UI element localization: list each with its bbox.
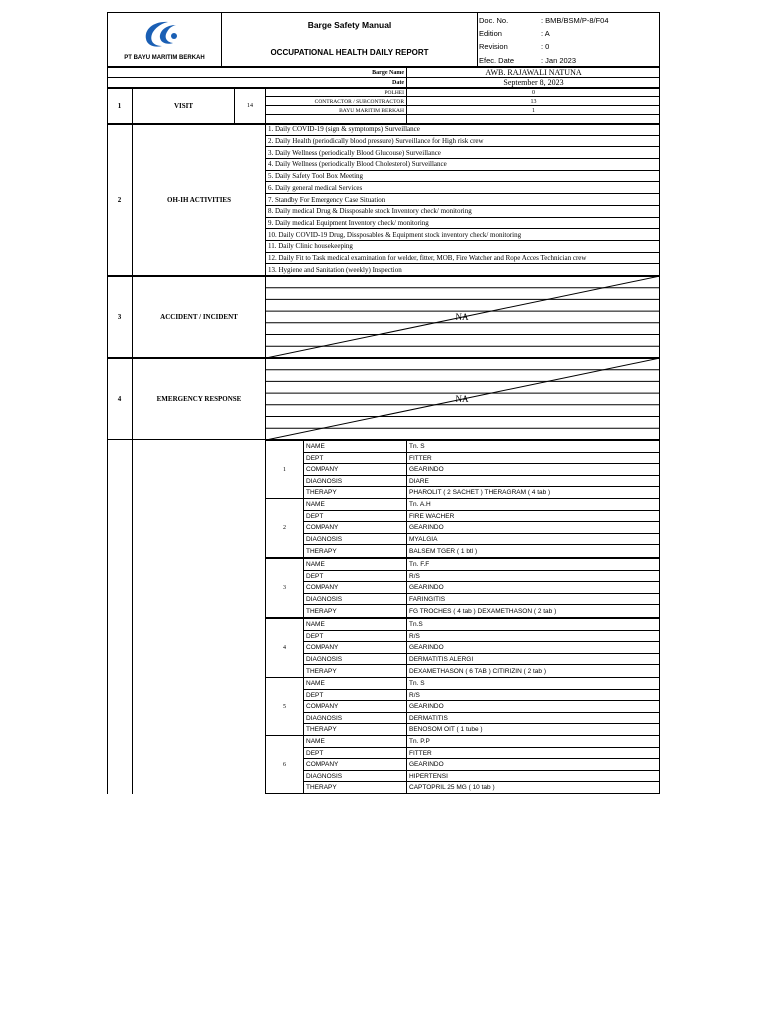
- activity-item: 9. Daily medical Equipment Inventory check/ monitoring: [266, 218, 660, 230]
- efec-date-value: : Jan 2023: [541, 56, 577, 65]
- patient-field-label: NAME: [304, 499, 407, 511]
- patient-field-row: [304, 724, 659, 735]
- visit-total: 14: [247, 103, 253, 109]
- company-name: PT BAYU MARITIM BERKAH: [124, 55, 205, 61]
- patient-field-label: DIAGNOSIS: [304, 594, 407, 606]
- patient-field-row: [304, 559, 659, 571]
- patient-field-row: [304, 499, 659, 511]
- patient-field-value: FITTER: [409, 749, 432, 757]
- patient-field-label: COMPANY: [304, 522, 407, 534]
- patient-field-value: DERMATITIS ALERGI: [409, 656, 474, 664]
- visit-no: 1: [117, 102, 122, 110]
- patient-field-label: NAME: [304, 441, 407, 453]
- revision-label: Revision: [479, 42, 508, 51]
- emergency-value: NA: [455, 394, 469, 404]
- visit-row-label: BAYU MARITIM BERKAH: [339, 107, 404, 114]
- patients-table: [265, 440, 660, 794]
- visit-row-label: CONTRACTOR / SUBCONTRACTOR: [314, 98, 404, 105]
- activity-item: 12. Daily Fit to Task medical examination for welder, fitter, MOB, Fire Watcher and Rope Acces Technician crew: [266, 253, 660, 265]
- patient-field-value: R/S: [409, 572, 420, 580]
- patient-field-label: NAME: [304, 559, 407, 571]
- activity-item: 3. Daily Wellness (periodically Blood Glucouse) Surveillance: [266, 147, 660, 159]
- patient-field-label: NAME: [304, 678, 407, 690]
- patient-field-value: GEARINDO: [409, 703, 444, 711]
- patient-field-label: DIAGNOSIS: [304, 654, 407, 666]
- patient-field-value: Tn.S: [409, 621, 423, 629]
- patient-field-label: THERAPY: [304, 487, 407, 498]
- patient-field-row: [304, 476, 659, 488]
- visit-row-value: 1: [532, 107, 535, 114]
- patient-field-value: GEARINDO: [409, 761, 444, 769]
- patient-field-row: [304, 759, 659, 771]
- activity-item: 13. Hygiene and Sanitation (weekly) Inspection: [268, 266, 402, 275]
- patient-no: 1: [266, 441, 304, 498]
- header-divider-2: [477, 12, 478, 67]
- activity-item: 10. Daily COVID-19 Drug, Dissposables & Equipment stock inventory check/ monitoring: [266, 229, 660, 241]
- patient-no: 2: [266, 499, 304, 557]
- patient-field-value: BALSEM TGER ( 1 btl ): [409, 547, 478, 555]
- patient-field-label: COMPANY: [304, 701, 407, 713]
- patient-field-value: DERMATITIS: [409, 715, 448, 723]
- efec-date-label: Efec. Date: [479, 56, 515, 65]
- patient-field-label: THERAPY: [304, 545, 407, 557]
- patient-field-label: DEPT: [304, 690, 407, 702]
- patient-field-value: HIPERTENSI: [409, 773, 448, 781]
- patient-fields: [304, 559, 659, 617]
- patient-field-row: [304, 534, 659, 546]
- patient-field-row: [304, 464, 659, 476]
- activities-title: OH-IH ACTIVITIES: [167, 196, 231, 204]
- activity-item: 8. Daily medical Drug & Dissposable stock Inventory check/ monitoring: [266, 206, 660, 218]
- edition-value: : A: [541, 29, 550, 38]
- patient-block: [265, 618, 660, 678]
- emergency-title: EMERGENCY RESPONSE: [156, 395, 242, 403]
- patient-field-label: THERAPY: [304, 782, 407, 793]
- patient-field-row: [304, 582, 659, 594]
- patient-field-row: [304, 594, 659, 606]
- patient-field-value: Tn. P.P: [409, 738, 430, 746]
- patient-field-row: [304, 453, 659, 465]
- activities-list: [266, 124, 660, 276]
- manual-title: Barge Safety Manual: [307, 20, 392, 30]
- patient-field-value: DEXAMETHASON ( 6 TAB ) CITIRIZIN ( 2 tab ): [409, 667, 547, 675]
- patient-field-row: [304, 441, 659, 453]
- patient-field-value: BENOSOM OIT ( 1 tube ): [409, 726, 483, 734]
- patient-field-row: [304, 545, 659, 557]
- patient-field-value: R/S: [409, 691, 420, 699]
- accident-value: NA: [455, 312, 469, 322]
- patient-field-value: CAPTOPRIL 25 MG ( 10 tab ): [409, 784, 495, 792]
- patient-field-value: GEARINDO: [409, 584, 444, 592]
- patient-field-row: [304, 736, 659, 748]
- activity-item: 2. Daily Health (periodically blood pressure) Surveillance for High risk crew: [266, 136, 660, 148]
- patient-field-value: R/S: [409, 632, 420, 640]
- patient-field-value: GEARINDO: [409, 524, 444, 532]
- patient-fields: [304, 499, 659, 557]
- patient-field-value: DIARE: [409, 478, 429, 486]
- patient-field-row: [304, 782, 659, 793]
- patient-field-row: [304, 654, 659, 666]
- patient-fields: [304, 619, 659, 677]
- visit-row: [266, 97, 660, 106]
- activity-item: 6. Daily general medical Services: [266, 183, 660, 195]
- patient-no: 5: [266, 678, 304, 735]
- patient-field-label: THERAPY: [304, 605, 407, 617]
- patient-field-label: COMPANY: [304, 464, 407, 476]
- patient-field-label: THERAPY: [304, 665, 407, 677]
- activity-item: 11. Daily Clinic housekeeping: [266, 241, 660, 253]
- patient-field-label: DEPT: [304, 511, 407, 523]
- activity-item: 1. Daily COVID-19 (sign & symptomps) Surveillance: [266, 124, 660, 136]
- patient-block: [265, 440, 660, 499]
- patient-field-row: [304, 522, 659, 534]
- visit-row: [266, 106, 660, 115]
- patient-field-row: [304, 665, 659, 677]
- patient-field-row: [304, 701, 659, 713]
- patient-field-label: COMPANY: [304, 582, 407, 594]
- visit-title: VISIT: [173, 102, 194, 110]
- patient-field-label: DEPT: [304, 631, 407, 643]
- patient-field-label: DIAGNOSIS: [304, 476, 407, 488]
- patient-field-label: COMPANY: [304, 642, 407, 654]
- visit-row-value: 0: [532, 89, 535, 96]
- patient-field-value: Tn. A.H: [409, 501, 431, 509]
- patient-field-value: FG TROCHES ( 4 tab ) DEXAMETHASON ( 2 tab ): [409, 607, 557, 615]
- patient-field-value: MYALGIA: [409, 536, 438, 544]
- patient-field-row: [304, 713, 659, 725]
- patient-field-value: PHAROLIT ( 2 SACHET ) THERAGRAM ( 4 tab ): [409, 489, 551, 497]
- patient-field-value: FITTER: [409, 454, 432, 462]
- patient-field-value: Tn. S: [409, 680, 425, 688]
- emergency-no: 4: [117, 395, 122, 403]
- patient-fields: [304, 678, 659, 735]
- activity-item: 7. Standby For Emergency Case Situation: [266, 194, 660, 206]
- accident-no: 3: [117, 313, 122, 321]
- patient-field-row: [304, 487, 659, 498]
- patient-field-label: COMPANY: [304, 759, 407, 771]
- patient-field-label: DIAGNOSIS: [304, 713, 407, 725]
- patient-fields: [304, 736, 659, 793]
- patient-field-value: Tn. F.F: [409, 561, 430, 569]
- patient-field-row: [304, 771, 659, 783]
- doc-no-label: Doc. No.: [479, 16, 509, 25]
- patient-field-row: [304, 619, 659, 631]
- patient-field-row: [304, 748, 659, 760]
- visit-row-label: POLHEI: [384, 89, 404, 96]
- visit-rows: [266, 88, 660, 124]
- patient-field-label: DEPT: [304, 748, 407, 760]
- activity-item: 4. Daily Wellness (periodically Blood Cholesterol) Surveillance: [266, 159, 660, 171]
- patient-no: 4: [266, 619, 304, 677]
- patient-field-value: FIRE WACHER: [409, 512, 455, 520]
- patient-field-label: DEPT: [304, 453, 407, 465]
- patient-field-label: NAME: [304, 619, 407, 631]
- date-label: Date: [392, 79, 404, 86]
- patient-block: [265, 735, 660, 794]
- barge-name-value: AWB. RAJAWALI NATUNA: [485, 68, 582, 77]
- accident-title: ACCIDENT / INCIDENT: [160, 313, 238, 321]
- revision-value: : 0: [541, 42, 550, 51]
- visit-row: [266, 88, 660, 97]
- company-logo: [138, 19, 184, 51]
- patient-field-value: GEARINDO: [409, 644, 444, 652]
- doc-meta: [479, 14, 659, 66]
- patient-block: [265, 558, 660, 618]
- patients-left-border: [107, 440, 108, 794]
- patient-field-row: [304, 511, 659, 523]
- patient-field-value: Tn. S: [409, 443, 425, 451]
- patient-field-row: [304, 642, 659, 654]
- patient-field-row: [304, 631, 659, 643]
- patient-field-row: [304, 690, 659, 702]
- patient-field-value: FARINGITIS: [409, 596, 446, 604]
- patient-field-label: DIAGNOSIS: [304, 534, 407, 546]
- activity-item: 5. Daily Safety Tool Box Meeting: [266, 171, 660, 183]
- patient-field-label: DEPT: [304, 571, 407, 583]
- patient-no: 3: [266, 559, 304, 617]
- patient-field-label: DIAGNOSIS: [304, 771, 407, 783]
- patient-fields: [304, 441, 659, 498]
- barge-name-label: Barge Name: [372, 69, 404, 76]
- doc-no-value: : BMB/BSM/P-8/F04: [541, 16, 609, 25]
- visit-row-value: 13: [530, 98, 537, 105]
- patient-field-row: [304, 678, 659, 690]
- patient-field-label: NAME: [304, 736, 407, 748]
- patient-block: [265, 498, 660, 558]
- patient-block: [265, 677, 660, 736]
- edition-label: Edition: [479, 29, 502, 38]
- activities-no: 2: [117, 196, 122, 204]
- date-value: September 8, 2023: [503, 78, 564, 87]
- patient-field-row: [304, 605, 659, 617]
- patient-field-label: THERAPY: [304, 724, 407, 735]
- patient-field-row: [304, 571, 659, 583]
- patients-col-div: [132, 440, 133, 794]
- patient-no: 6: [266, 736, 304, 793]
- patient-field-value: GEARINDO: [409, 466, 444, 474]
- report-title: OCCUPATIONAL HEALTH DAILY REPORT: [270, 47, 429, 57]
